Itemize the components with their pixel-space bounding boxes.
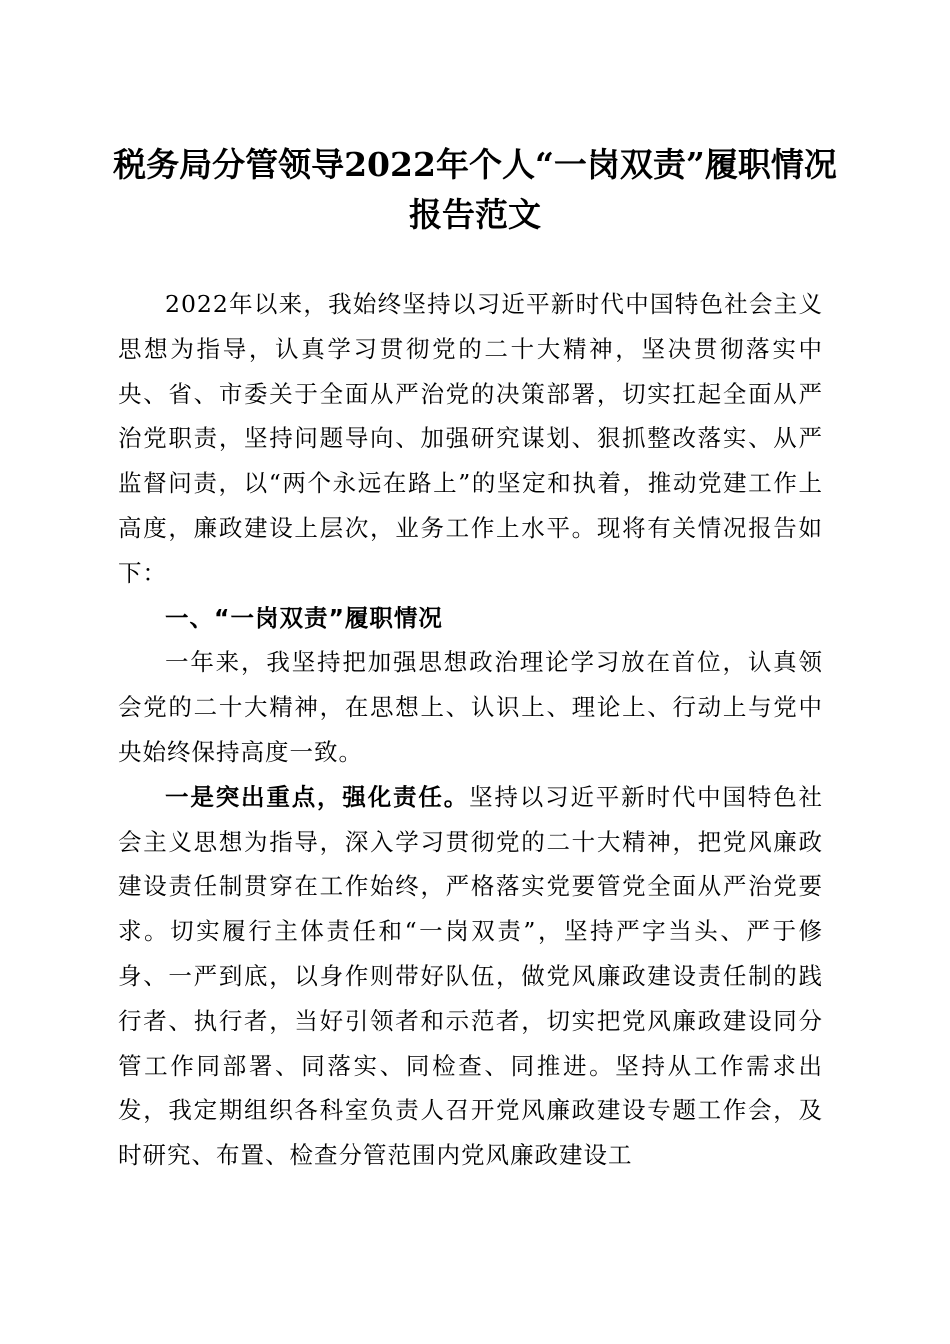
- document-title: 税务局分管领导2022年个人“一岗双责”履职情况报告范文: [113, 145, 837, 234]
- paragraph-2-body: 坚持以习近平新时代中国特色社会主义思想为指导，深入学习贯彻党的二十大精神，把党风廉政建设责任制贯穿在工作始终，严格落实党要管党全面从严治党要求。切实履行主体责任和“一岗双责”，坚持严字当头、严于修身、一严到底，以身作则带好队伍，做党风廉政建设责任制的践行者、执行者，当好引领者和示范者，切实把党风廉政建设同分管工作同部署、同落实、同检查、同推进。坚持从工作需求出发，我定期组织各科室负责人召开党风廉政建设专题工作会，及时研究、布置、检查分管范围内党风廉政建设工: [118, 782, 824, 1170]
- document-body: [118, 282, 823, 1178]
- paragraph-2-lead: 一是突出重点，强化责任。: [165, 782, 470, 811]
- intro-paragraph: 2022年以来，我始终坚持以习近平新时代中国特色社会主义思想为指导，认真学习贯彻党的二十大精神，坚决贯彻落实中央、省、市委关于全面从严治党的决策部署，切实扛起全面从严治党职责，坚持问题导向、加强研究谋划、狠抓整改落实、从严监督问责，以“两个永远在路上”的坚定和执着，推动党建工作上高度，廉政建设上层次，业务工作上水平。现将有关情况报告如下：: [118, 290, 823, 587]
- paragraph-1: 一年来，我坚持把加强思想政治理论学习放在首位，认真领会党的二十大精神，在思想上、认识上、理论上、行动上与党中央始终保持高度一致。: [118, 648, 823, 766]
- section-heading: 一、“一岗双责”履职情况: [165, 603, 443, 632]
- paragraph-2: [118, 775, 823, 1178]
